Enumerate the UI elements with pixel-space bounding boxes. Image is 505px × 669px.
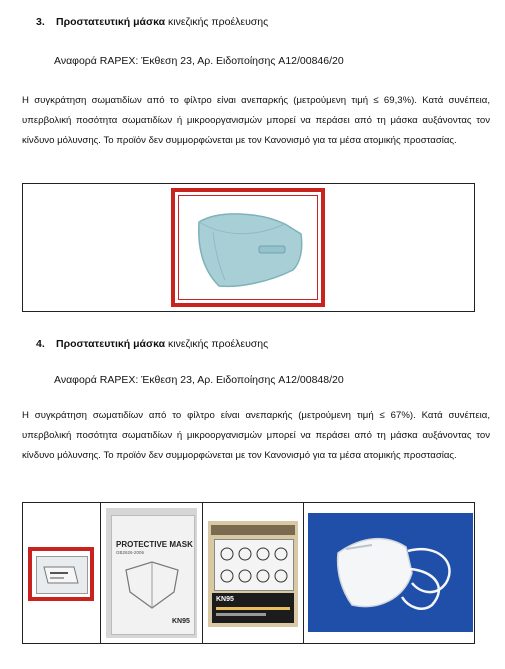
white-mask-icon — [308, 513, 473, 632]
box-kn95: KN95 — [216, 596, 234, 603]
blue-mask-icon — [189, 204, 309, 292]
item-4-number: 4. — [36, 338, 45, 350]
photo-cell-4 — [304, 503, 476, 643]
item-4-paragraph: Η συγκράτηση σωματιδίων από το φίλτρο είναι ανεπαρκής (μετρούμενη τιμή ≤ 67%). Κατά συνέπεια, υπερβολική ποσότητα σωματιδίων ή μικροοργανισμών μπορεί να περάσει από τη μάσκα αυξάνοντας τον κίνδυνο μόλυνσης. Το προϊόν δεν συμμορφώνεται με τον Κανονισμό για τα μέσα ατομικής προστασίας. — [22, 410, 490, 461]
package-kn95: KN95 — [172, 618, 190, 625]
item-4-title-rest: κινεζικής προέλευσης — [168, 338, 269, 350]
item-4-reference: Αναφορά RAPEX: Έκθεση 23, Αρ. Ειδοποίησης A12/00848/20 — [54, 374, 344, 386]
package-standard: GB2626-2006 — [116, 550, 145, 555]
item-3-title-bold: Προστατευτική μάσκα — [56, 16, 166, 28]
item-3-image-frame — [22, 183, 475, 312]
protective-mask-package — [111, 515, 195, 635]
item-3-mask-photo — [171, 188, 325, 307]
boxed-mask-photo — [28, 547, 94, 601]
item-4-heading — [36, 338, 268, 350]
item-3-title-rest: κινεζικής προέλευσης — [168, 16, 269, 28]
photo-cell-3 — [203, 503, 304, 643]
kn95-mask-drawing-icon — [122, 558, 182, 613]
item-3-reference: Αναφορά RAPEX: Έκθεση 23, Αρ. Ειδοποίησης A12/00846/20 — [54, 55, 344, 67]
photo-cell-1 — [23, 503, 101, 643]
package-label: PROTECTIVE MASK — [116, 540, 193, 549]
item-3-heading — [36, 16, 268, 28]
white-mask-photo — [308, 513, 473, 632]
item-3-paragraph: Η συγκράτηση σωματιδίων από το φίλτρο είναι ανεπαρκής (μετρούμενη τιμή ≤ 69,3%). Κατά συνέπεια, υπερβολική ποσότητα σωματιδίων ή μικροοργανισμών μπορεί να περάσει από τη μάσκα αυξάνοντας τον κίνδυνο μόλυνσης. Το προϊόν δεν συμμορφώνεται με τον Κανονισμό για τα μέσα ατομικής προστασίας. — [22, 95, 490, 146]
photo-cell-2 — [101, 503, 203, 643]
item-3-number: 3. — [36, 16, 45, 28]
kn95-box-photo — [208, 521, 298, 627]
item-4-title-bold: Προστατευτική μάσκα — [56, 338, 166, 350]
mask-package-icon — [40, 563, 80, 587]
instructions-icon — [215, 540, 293, 590]
item-4-image-strip — [22, 502, 475, 644]
